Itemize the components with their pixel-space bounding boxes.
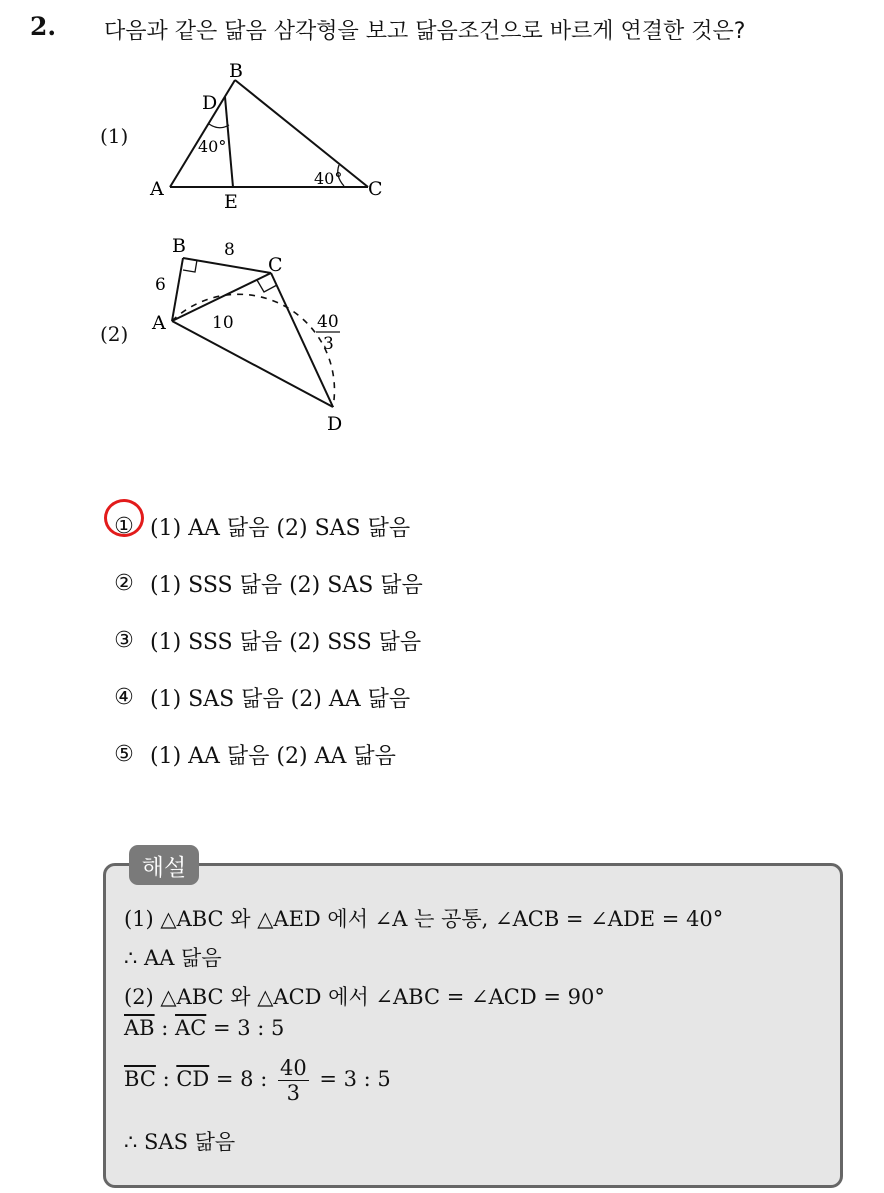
option-3[interactable] (104, 612, 423, 669)
question-number: 2. (30, 12, 57, 41)
option-2[interactable] (104, 555, 423, 612)
option-1[interactable] (104, 498, 423, 555)
segment-ac: $\overline{AC}$ (175, 1016, 207, 1040)
solution-line-5 (124, 1056, 391, 1105)
segment-bc: $\overline{BC}$ (124, 1067, 156, 1092)
solution-line-3: (2) △ABC 와 △ACD 에서 ∠ABC = ∠ACD = 90° (124, 985, 605, 1009)
fig2-length-bc: 8 (224, 240, 235, 260)
ratio-result-2: = 3 : 5 (312, 1067, 391, 1092)
option-2-text: (1) SSS 닮음 (2) SAS 닮음 (150, 573, 423, 598)
fraction-denominator: 3 (286, 1081, 301, 1106)
fig2-point-b: B (172, 235, 186, 257)
option-4-text: (1) SAS 닮음 (2) AA 닮음 (150, 687, 411, 712)
solution-line-1: (1) △ABC 와 △AED 에서 ∠A 는 공통, ∠ACB = ∠ADE = 40° (124, 907, 724, 931)
selected-circle-mark (104, 499, 144, 537)
fig2-length-cd-den: 3 (323, 334, 334, 354)
fig1-point-a: A (150, 178, 164, 200)
fig2-length-cd-num: 40 (317, 312, 339, 332)
solution-line-4 (124, 1016, 284, 1040)
solution-tag: 해설 (129, 845, 199, 885)
ratio-eq: = 8 : (209, 1067, 274, 1092)
option-1-text: (1) AA 닮음 (2) SAS 닮음 (150, 516, 411, 541)
figure1-triangle (140, 55, 400, 215)
option-5[interactable] (104, 726, 423, 783)
segment-ab: $\overline{AB}$ (124, 1016, 155, 1040)
option-4-mark: ④ (114, 685, 134, 710)
question-text: 다음과 같은 닮음 삼각형을 보고 닮음조건으로 바르게 연결한 것은? (104, 19, 746, 44)
fig2-length-ac: 10 (212, 313, 234, 333)
fig1-point-e: E (224, 191, 238, 213)
ratio-colon: : (154, 1016, 176, 1040)
solution-line-2: ∴ AA 닮음 (124, 946, 222, 970)
option-3-text: (1) SSS 닮음 (2) SSS 닮음 (150, 630, 422, 655)
fig1-point-c: C (368, 178, 383, 200)
fig1-angle-d: 40° (198, 137, 227, 156)
option-2-mark: ② (114, 571, 134, 596)
fig2-point-c: C (268, 254, 283, 276)
option-5-text: (1) AA 닮음 (2) AA 닮음 (150, 744, 396, 769)
fig2-point-d: D (327, 413, 343, 435)
figure2-label: (2) (100, 322, 129, 346)
fig2-point-a: A (152, 312, 166, 334)
fig1-angle-c: 40° (314, 169, 343, 188)
fig1-point-d: D (202, 92, 218, 114)
ratio-colon-2: : (155, 1067, 177, 1092)
fraction-numerator: 40 (279, 1056, 307, 1080)
figure1-label: (1) (100, 124, 129, 148)
solution-line-6: ∴ SAS 닮음 (124, 1130, 236, 1154)
figure2-quadrilateral (140, 228, 370, 438)
option-3-mark: ③ (114, 628, 134, 653)
option-5-mark: ⑤ (114, 742, 134, 767)
answer-options (104, 498, 423, 783)
option-4[interactable] (104, 669, 423, 726)
fig2-length-ab: 6 (155, 275, 166, 295)
fig1-point-b: B (229, 60, 243, 82)
ratio-result-1: = 3 : 5 (206, 1016, 285, 1040)
option-1-mark: ① (114, 514, 134, 539)
segment-cd: $\overline{CD}$ (176, 1067, 210, 1092)
fraction-40-3 (278, 1056, 309, 1105)
